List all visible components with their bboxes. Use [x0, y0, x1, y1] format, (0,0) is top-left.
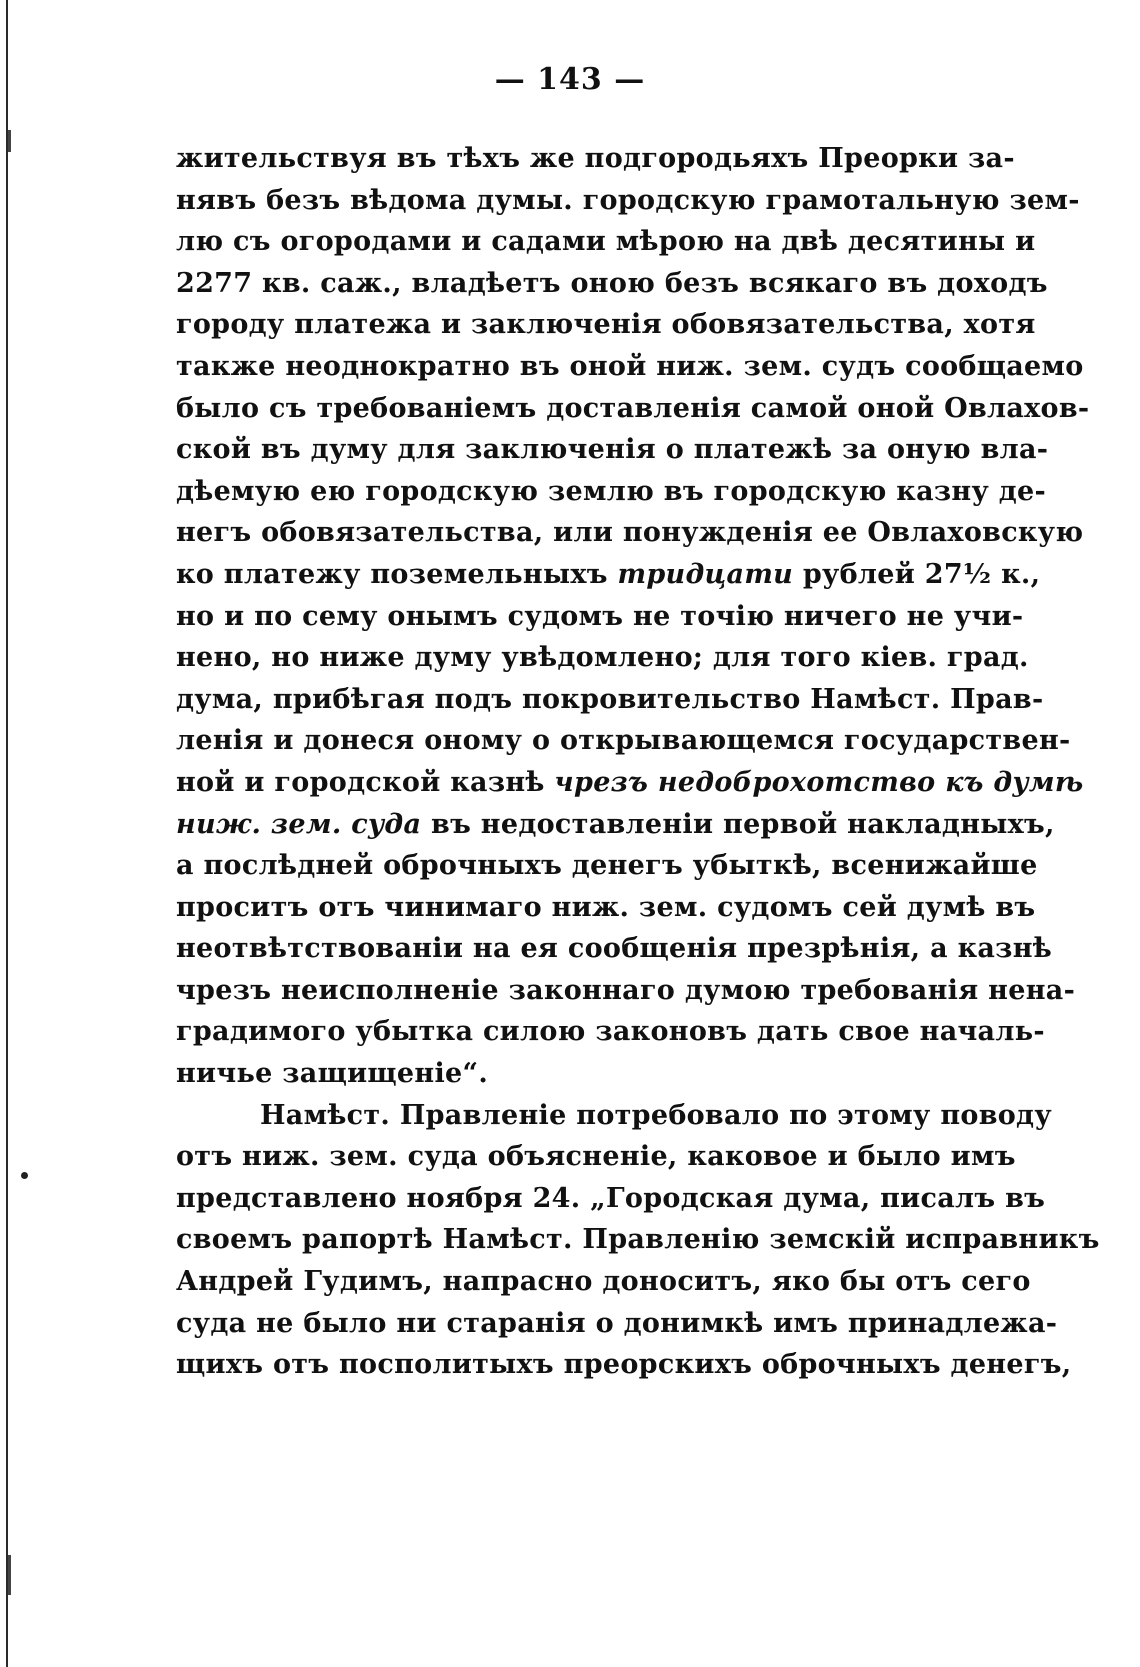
scan-speck: [21, 1172, 28, 1179]
text-run: въ недоставленіи первой накладныхъ,: [431, 808, 1055, 840]
text-line: также неоднократно въ оной ниж. зем. судъ сообщаемо: [176, 350, 1084, 382]
text-line: суда не было ни старанія о донимкѣ имъ принадлежа-: [176, 1307, 1058, 1339]
body-text: [176, 138, 1100, 1386]
text-line: градимого убытка силою законовъ дать свое началь-: [176, 1016, 1045, 1048]
text-run: ко платежу поземельныхъ: [176, 558, 608, 590]
text-line: нено, но ниже думу увѣдомлено; для того кіев. град.: [176, 642, 1029, 674]
text-line: чрезъ неисполненіе законнаго думою требованія нена-: [176, 974, 1076, 1006]
scan-mark: [8, 130, 11, 152]
italic-run: чрезъ недоброхотство къ думѣ: [554, 766, 1084, 798]
text-line: отъ ниж. зем. суда объясненіе, каковое и было имъ: [176, 1141, 1016, 1173]
text-line: 2277 кв. саж., владѣетъ оною безъ всякаго въ доходъ: [176, 267, 1048, 299]
page-number: — 143 —: [494, 62, 646, 97]
text-line: ской въ думу для заключенія о платежѣ за оную вла-: [176, 434, 1049, 466]
text-line: ленія и донеся оному о открывающемся государствен-: [176, 725, 1071, 757]
text-run: ной и городской казнѣ: [176, 766, 545, 798]
text-line: ничье защищеніе“.: [176, 1058, 489, 1090]
scan-left-edge: [6, 0, 8, 1667]
text-line: неотвѣтствованіи на ея сообщенія презрѣнія, а казнѣ: [176, 933, 1053, 965]
text-line: [176, 554, 1041, 596]
text-line: щихъ отъ посполитыхъ преорскихъ оброчныхъ денегъ,: [176, 1349, 1072, 1381]
text-line: негъ обовязательства, или понужденія ее Овлаховскую: [176, 517, 1084, 549]
text-line: проситъ отъ чинимаго ниж. зем. судомъ сей думѣ въ: [176, 891, 1036, 923]
text-line: [176, 762, 1084, 804]
text-line: Андрей Гудимъ, напрасно доноситъ, яко бы отъ сего: [176, 1266, 1031, 1298]
text-line: а послѣдней оброчныхъ денегъ убыткѣ, всенижайше: [176, 850, 1038, 882]
text-line: [176, 804, 1055, 846]
italic-run: ниж. зем. суда: [176, 808, 422, 840]
text-line: городу платежа и заключенія обовязательства, хотя: [176, 309, 1036, 341]
text-line: было съ требованіемъ доставленія самой оной Овлахов-: [176, 392, 1090, 424]
italic-run: тридцати: [617, 558, 794, 590]
text-line: представлено ноября 24. „Городская дума, писалъ въ: [176, 1182, 1046, 1214]
text-line: нявъ безъ вѣдома думы. городскую грамотальную зем-: [176, 184, 1080, 216]
text-line: жительствуя въ тѣхъ же подгородьяхъ Преорки за-: [176, 143, 1015, 174]
text-line: но и по сему онымъ судомъ не точію ничего не учи-: [176, 600, 1024, 632]
text-line: дума, прибѣгая подъ покровительство Намѣст. Прав-: [176, 683, 1044, 715]
text-line: Намѣст. Правленіе потребовало по этому поводу: [260, 1099, 1052, 1131]
scan-mark: [8, 1555, 11, 1595]
text-line: дѣемую ею городскую землю въ городскую казну де-: [176, 475, 1047, 507]
text-line: своемъ рапортѣ Намѣст. Правленію земскій исправникъ: [176, 1224, 1100, 1256]
text-run: рублей 27½ к.,: [802, 558, 1041, 590]
text-line: лю съ огородами и садами мѣрою на двѣ десятины и: [176, 226, 1036, 258]
